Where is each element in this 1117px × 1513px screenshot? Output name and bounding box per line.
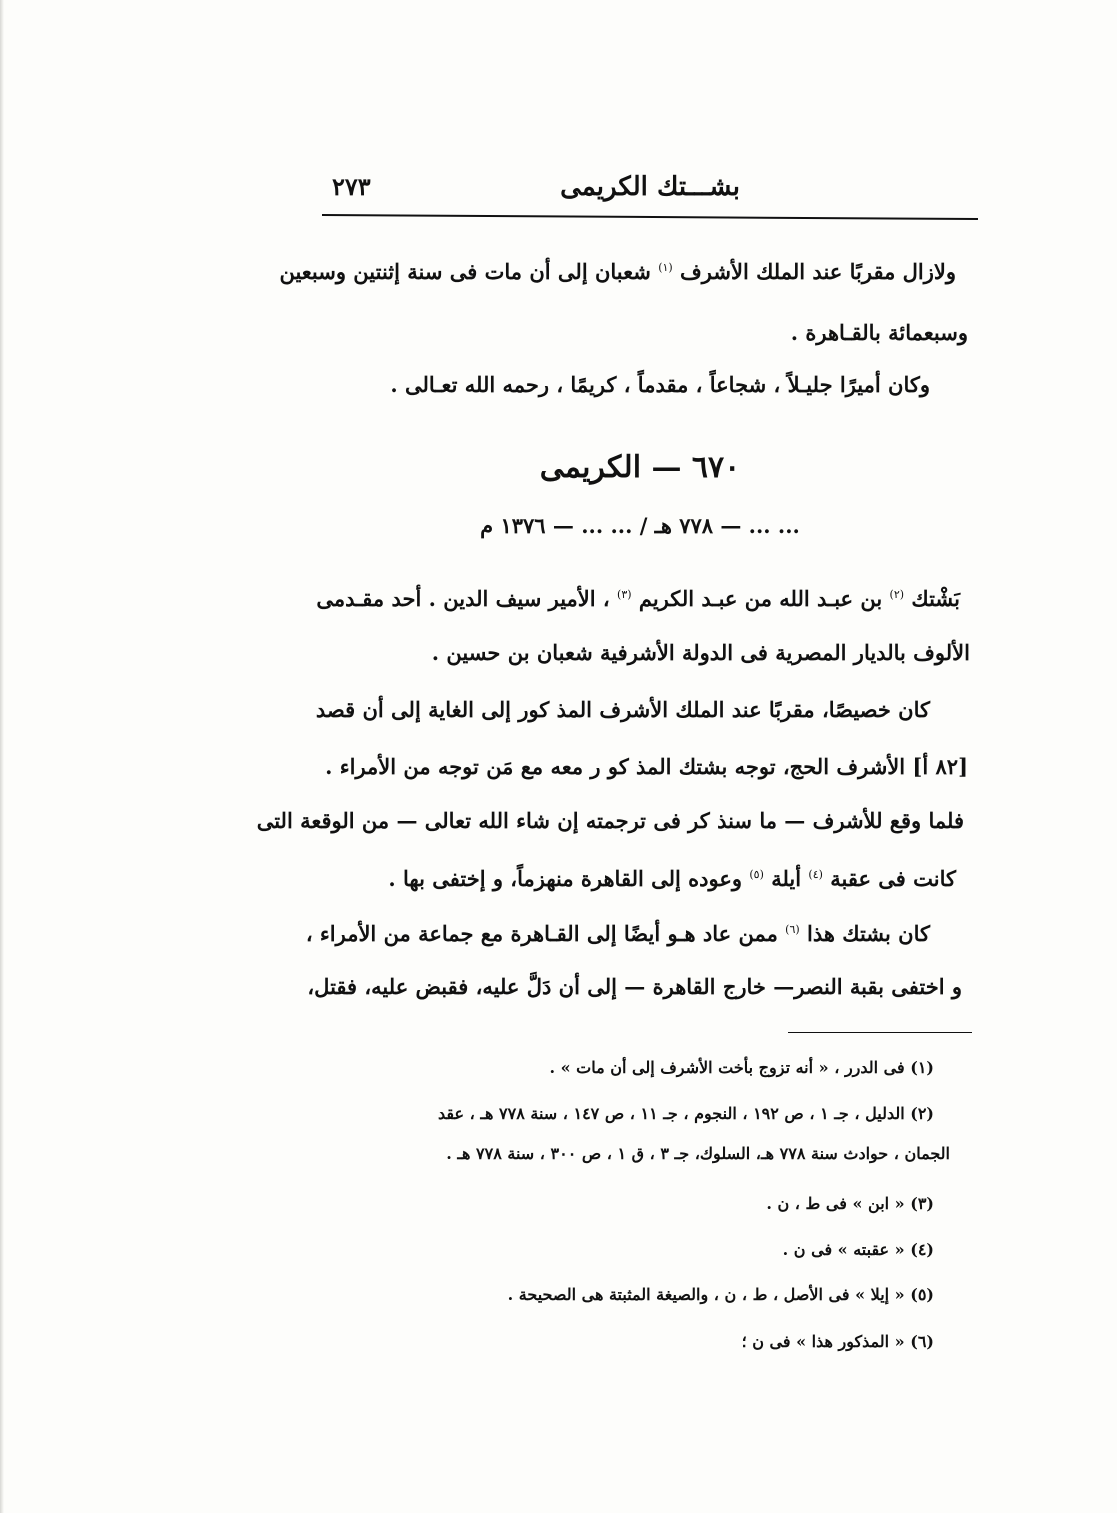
footnote-item: (٥) « إيلا » فى الأصل ، ط ، ن ، والصيغة المثبتة هى الصحيحة .	[507, 1285, 934, 1304]
text-line: فلما وقع للأشرف — ما سنذ كر فى ترجمته إن شاء الله تعالى — من الوقعة التى	[256, 808, 964, 833]
footnote-marker: (٦)	[785, 923, 800, 936]
text-line: الألوف بالديار المصرية فى الدولة الأشرفية شعبان بن حسين .	[431, 640, 970, 665]
footnote-item: (٦) « المذكور هذا » فى ن ؛	[741, 1332, 934, 1351]
page-header	[320, 170, 980, 206]
footnote-marker: (٢)	[889, 588, 905, 601]
text-segment: وعوده إلى القاهرة منهزماً، و إختفى بها .	[388, 866, 743, 891]
text-segment: ، الأمير سيف الدين . أحد مقـدمى	[316, 586, 610, 611]
text-line	[388, 860, 956, 894]
text-line: و اختفى بقبة النصر— خارج القاهرة — إلى أن دَلَّ عليه، فقبض عليه، فقتل،	[307, 974, 962, 999]
text-segment: شعبان إلى أن مات فى سنة إثنتين وسبعين	[279, 259, 651, 284]
text-segment: بن عبـد الله من عبـد الكريم	[638, 586, 883, 611]
text-segment: كانت فى عقبة	[830, 866, 956, 891]
text-line	[316, 580, 960, 614]
scan-edge-shadow	[0, 0, 4, 1513]
text-segment: ممن عاد هـو أيضًا إلى القـاهرة مع جماعة من الأمراء ،	[305, 921, 778, 946]
footnote-marker: (٣)	[617, 588, 632, 601]
footnote-marker: (٤)	[808, 868, 823, 881]
footnote-item: (٢) الدليل ، جـ ١ ، ص ١٩٢ ، النجوم ، جـ ١١ ، ص ١٤٧ ، سنة ٧٧٨ هـ ، عقد	[437, 1104, 934, 1123]
text-segment: بَشْتك	[911, 586, 960, 611]
footnote-item: (٣) « ابن » فى ط ، ن .	[766, 1194, 934, 1213]
text-segment: ولازال مقربًا عند الملك الأشرف	[680, 259, 956, 284]
text-segment: أيلة	[771, 866, 802, 891]
footnote-marker: (٥)	[749, 868, 764, 881]
footnote-marker: (١)	[658, 261, 673, 274]
running-title: بشـــتك الكريمى	[560, 172, 740, 202]
text-segment: كان بشتك هذا	[807, 921, 930, 946]
footnote-item: (١) فى الدرر ، « أنه تزوج بأخت الأشرف إلى أن مات » .	[549, 1058, 934, 1077]
entry-dates: ... ... — ٧٧٨ هـ / ... ... — ١٣٧٦ م	[480, 513, 800, 538]
text-line: وسبعمائة بالقـاهرة .	[790, 320, 968, 345]
entry-title: ٦٧٠ — الكريمى	[539, 450, 741, 485]
footnote-rule	[788, 1032, 972, 1033]
text-line: وكان أميرًا جليـلاً ، شجاعاً ، مقدماً ، كريمًا ، رحمه الله تعـالى .	[390, 372, 930, 397]
header-rule	[322, 214, 978, 220]
text-line: كان خصيصًا، مقربًا عند الملك الأشرف المذ كور إلى الغاية إلى أن قصد	[315, 697, 930, 722]
text-line	[306, 915, 930, 949]
page-number: ٢٧٣	[332, 172, 371, 201]
footnote-item: الجمان ، حوادث سنة ٧٧٨ هـ، السلوك، جـ ٣ ، ق ١ ، ص ٣٠٠ ، سنة ٧٧٨ هـ .	[446, 1144, 950, 1163]
text-line: [٨٢ أ] الأشرف الحج، توجه بشتك المذ كو ر معه مع مَن توجه من الأمراء .	[325, 754, 968, 779]
footnote-item: (٤) « عقبته » فى ن .	[782, 1240, 934, 1259]
text-line	[279, 253, 956, 287]
